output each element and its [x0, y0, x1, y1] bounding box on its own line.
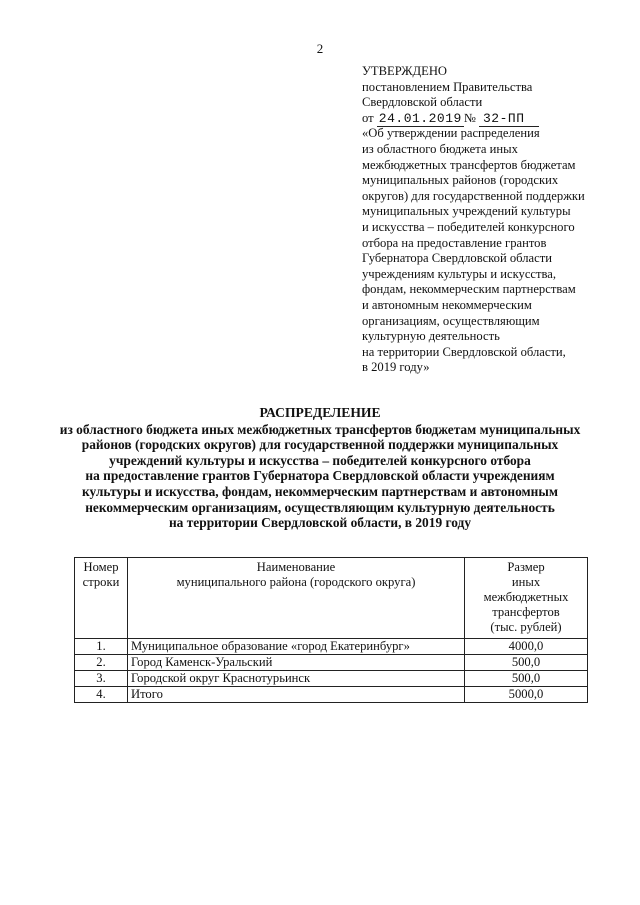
row-municipality: Городской округ Краснотурьинск: [128, 671, 465, 687]
approval-date-line: [362, 111, 632, 127]
approval-line: муниципальных учреждений культуры: [362, 204, 571, 219]
header-text: Наименование: [256, 560, 336, 574]
title-line: некоммерческим организациям, осуществляющим культурную деятельность: [85, 499, 555, 515]
title-line: районов (городских округов) для государственной поддержки муниципальных: [81, 437, 559, 453]
header-text: иных межбюджетных: [483, 575, 569, 604]
row-municipality: Муниципальное образование «город Екатеринбург»: [128, 639, 465, 655]
approval-line: отбора на предоставление грантов: [362, 235, 547, 250]
number-sign: №: [463, 110, 476, 125]
approval-line: из областного бюджета иных: [362, 141, 518, 156]
table-row: [75, 655, 588, 671]
approval-line: учреждениям культуры и искусства,: [362, 266, 557, 281]
approval-line: межбюджетных трансфертов бюджетам: [362, 157, 576, 172]
row-number: 2.: [75, 655, 128, 671]
header-text: (тыс. рублей): [490, 620, 562, 634]
approval-line: организациям, осуществляющим: [362, 313, 540, 328]
row-amount: 500,0: [465, 671, 588, 687]
row-number: 1.: [75, 639, 128, 655]
approval-date: 24.01.2019: [378, 110, 462, 126]
header-text: строки: [82, 575, 120, 589]
header-row-number: [75, 558, 128, 639]
approval-line: в 2019 году»: [362, 360, 430, 375]
approval-block: [362, 64, 632, 376]
approval-line: муниципальных районов (городских: [362, 173, 559, 188]
approval-number: 32-ПП: [479, 111, 539, 127]
header-amount: [465, 558, 588, 639]
approval-line: и искусства – победителей конкурсного: [362, 219, 575, 234]
row-amount: 4000,0: [465, 639, 588, 655]
title-line: из областного бюджета иных межбюджетных трансфертов бюджетам муниципальных: [59, 421, 581, 437]
header-text: трансфертов: [492, 605, 560, 619]
approval-line: «Об утверждении распределения: [362, 126, 540, 141]
approval-line: фондам, некоммерческим партнерствам: [362, 282, 576, 297]
table-header-row: [75, 558, 588, 639]
distribution-table: [74, 557, 588, 703]
header-municipality: [128, 558, 465, 639]
approval-line: культурную деятельность: [362, 329, 500, 344]
approval-line: на территории Свердловской области,: [362, 344, 566, 359]
approval-line: и автономным некоммерческим: [362, 297, 532, 312]
header-text: Номер: [83, 560, 119, 574]
row-number: 3.: [75, 671, 128, 687]
approval-line: постановлением Правительства: [362, 79, 533, 94]
title-line: на территории Свердловской области, в 2019 году: [168, 515, 472, 531]
row-amount: 500,0: [465, 655, 588, 671]
header-text: муниципального района (городского округа): [176, 575, 416, 589]
header-text: Размер: [507, 560, 545, 574]
row-municipality: Итого: [128, 687, 465, 703]
title-line: учреждений культуры и искусства – победителей конкурсного отбора: [109, 452, 531, 468]
approval-line: Губернатора Свердловской области: [362, 251, 552, 266]
approval-heading: УТВЕРЖДЕНО: [362, 64, 448, 78]
approval-line: округов) для государственной поддержки: [362, 188, 585, 203]
approval-line: Свердловской области: [362, 95, 483, 110]
document-title: [40, 405, 600, 531]
title-heading: РАСПРЕДЕЛЕНИЕ: [259, 405, 381, 420]
row-amount: 5000,0: [465, 687, 588, 703]
row-municipality: Город Каменск-Уральский: [128, 655, 465, 671]
row-number: 4.: [75, 687, 128, 703]
title-line: на предоставление грантов Губернатора Свердловской области учреждениям: [85, 468, 555, 484]
table-row: [75, 687, 588, 703]
title-line: культуры и искусства, фондам, некоммерческим партнерствам и автономным: [82, 483, 558, 499]
date-prefix: от: [362, 110, 374, 125]
table-row: [75, 639, 588, 655]
table-row: [75, 671, 588, 687]
page-number: 2: [316, 41, 324, 56]
